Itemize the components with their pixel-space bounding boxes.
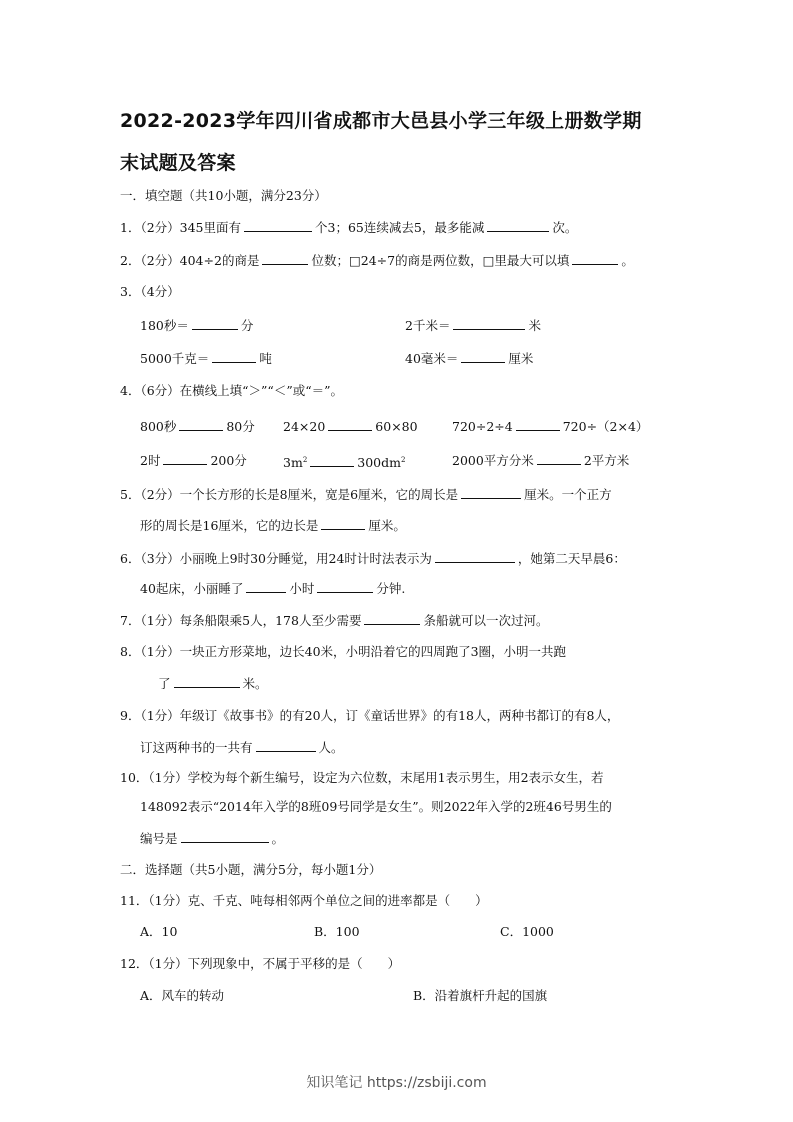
- q8-text-c: 米。: [242, 676, 268, 691]
- q3-r1-text-a: 180秒＝: [140, 318, 189, 333]
- q8-text-b: 了: [158, 676, 171, 691]
- question-10-line2: 148092表示“2014年入学的8班09号同学是女生”。则2022年入学的2班46号男生的: [140, 799, 612, 814]
- question-12-stem: 12．（1分）下列现象中，不属于平移的是（ ）: [120, 956, 401, 971]
- q3-r2-text-b: 吨: [259, 351, 272, 366]
- q3-blank-1[interactable]: [192, 317, 238, 330]
- q3-r2-text-d: 厘米: [508, 351, 534, 366]
- question-9-line2: [140, 739, 344, 756]
- page-title-line2: 末试题及答案: [120, 152, 236, 174]
- q4-b2: 60×80: [375, 419, 418, 434]
- q2-blank-1[interactable]: [262, 252, 308, 265]
- q6-text-b: ，她第二天早晨6：: [517, 551, 626, 566]
- q1-text-c: 次。: [552, 220, 578, 235]
- q4-blank-6[interactable]: [537, 452, 581, 465]
- q5-blank-1[interactable]: [461, 486, 521, 499]
- q4-row1-a: [140, 418, 255, 435]
- q4-e1: 3m: [283, 455, 303, 470]
- q4-row1-b: [283, 418, 418, 435]
- q4-blank-5[interactable]: [310, 454, 354, 467]
- q3-head: 3．（4分）: [120, 284, 180, 299]
- question-6-line1: [120, 550, 626, 567]
- q4-e2: 300dm: [357, 455, 401, 470]
- question-1: [120, 219, 577, 236]
- q8-blank-1[interactable]: [174, 675, 240, 688]
- q2-text-a: 2．（2分）404÷2的商是: [120, 253, 260, 268]
- q6-text-d: 小时: [289, 581, 315, 596]
- q4-f2: 2平方米: [583, 453, 630, 468]
- q2-text-c: 。: [621, 253, 634, 268]
- q4-d1: 2时: [140, 453, 161, 468]
- q12-option-b[interactable]: B．沿着旗杆升起的国旗: [413, 988, 548, 1003]
- q11-option-c[interactable]: C．1000: [500, 924, 554, 939]
- q4-d2: 200分: [210, 453, 247, 468]
- q10-text-d: 。: [271, 831, 285, 846]
- q4-b1: 24×20: [283, 419, 326, 434]
- q4-f1: 2000平方分米: [452, 453, 534, 468]
- question-11-stem: 11．（1分）克、千克、吨每相邻两个单位之间的进率都是（ ）: [120, 893, 488, 908]
- q4-a1: 800秒: [140, 419, 177, 434]
- question-2: [120, 252, 634, 269]
- q3-r1-text-d: 米: [528, 318, 541, 333]
- page-title-line1: 2022-2023学年四川省成都市大邑县小学三年级上册数学期: [120, 110, 642, 132]
- q9-text-c: 人。: [318, 740, 344, 755]
- q4-c2: 720÷（2×4）: [562, 419, 649, 434]
- q3-blank-2[interactable]: [453, 317, 525, 330]
- q2-blank-2[interactable]: [572, 252, 618, 265]
- question-5-line2: [140, 517, 406, 534]
- q11-option-b[interactable]: B．100: [314, 924, 360, 939]
- question-10-line1: 10．（1分）学校为每个新生编号，设定为六位数，末尾用1表示男生，用2表示女生，若: [120, 770, 604, 785]
- question-8-line1: 8．（1分）一块正方形菜地，边长40米，小明沿着它的四周跑了3圈，小明一共跑: [120, 644, 567, 659]
- q3-r1-text-b: 分: [240, 318, 254, 333]
- q3-row1-right: [405, 317, 541, 334]
- q3-r2-text-c: 40毫米＝: [405, 351, 459, 366]
- q5-text-b: 厘米。一个正方: [524, 487, 612, 502]
- question-9-line1: 9．（1分）年级订《故事书》的有20人，订《童话世界》的有18人，两种书都订的有8人，: [120, 708, 620, 723]
- question-7: [120, 612, 548, 629]
- q4-e2-superscript: 2: [401, 456, 406, 464]
- question-8-line2: [158, 675, 268, 692]
- q4-blank-1[interactable]: [179, 418, 223, 431]
- q5-text-c: 形的周长是16厘米，它的边长是: [140, 518, 319, 533]
- q4-blank-2[interactable]: [328, 418, 372, 431]
- q4-c1: 720÷2÷4: [452, 419, 513, 434]
- q7-blank-1[interactable]: [364, 612, 420, 625]
- q3-r2-text-a: 5000千克＝: [140, 351, 210, 366]
- q4-head: 4．（6分）在横线上填“＞”“＜”或“＝”。: [120, 383, 343, 398]
- q4-blank-4[interactable]: [163, 452, 207, 465]
- q4-row1-c: [452, 418, 648, 435]
- q5-text-d: 厘米。: [368, 518, 406, 533]
- section2-heading: 二．选择题（共5小题，满分5分，每小题1分）: [120, 862, 382, 877]
- q4-row2-d: [140, 452, 247, 469]
- q10-blank-1[interactable]: [181, 830, 269, 843]
- q4-a2: 80分: [226, 419, 255, 434]
- q9-blank-1[interactable]: [256, 739, 316, 752]
- q6-blank-1[interactable]: [435, 550, 515, 563]
- q3-blank-4[interactable]: [461, 350, 505, 363]
- question-5-line1: [120, 486, 612, 503]
- q12-option-a[interactable]: A．风车的转动: [140, 988, 225, 1003]
- section1-heading: 一．填空题（共10小题，满分23分）: [120, 188, 327, 203]
- question-10-line3: [140, 830, 284, 847]
- q6-text-e: 分钟.: [376, 581, 406, 596]
- q3-row1-left: [140, 317, 253, 334]
- q1-blank-2[interactable]: [487, 219, 549, 232]
- q6-blank-3[interactable]: [317, 580, 373, 593]
- q4-row2-e: [283, 452, 405, 471]
- q3-row2-left: [140, 350, 272, 367]
- q7-text-b: 条船就可以一次过河。: [423, 613, 549, 628]
- q9-text-b: 订这两种书的一共有: [140, 740, 253, 755]
- q1-text-b: 个3；65连续减去5，最多能减: [315, 220, 485, 235]
- question-6-line2: [140, 580, 405, 597]
- q10-text-c: 编号是: [140, 831, 178, 846]
- q2-text-b: 位数；□24÷7的商是两位数，□里最大可以填: [311, 253, 570, 268]
- q5-text-a: 5．（2分）一个长方形的长是8厘米，宽是6厘米，它的周长是: [120, 487, 459, 502]
- q6-text-a: 6．（3分）小丽晚上9时30分睡觉，用24时计时法表示为: [120, 551, 432, 566]
- q4-blank-3[interactable]: [516, 418, 560, 431]
- q3-row2-right: [405, 350, 533, 367]
- q4-row2-f: [452, 452, 629, 469]
- q11-option-a[interactable]: A．10: [140, 924, 178, 939]
- q3-blank-3[interactable]: [212, 350, 256, 363]
- q3-r1-text-c: 2千米＝: [405, 318, 451, 333]
- footer-watermark: 知识笔记 https://zsbiji.com: [306, 1075, 487, 1091]
- q1-blank-1[interactable]: [244, 219, 312, 232]
- q6-blank-2[interactable]: [246, 580, 286, 593]
- q1-text-a: 1．（2分）345里面有: [120, 220, 242, 235]
- q6-text-c: 40起床，小丽睡了: [140, 581, 244, 596]
- q5-blank-2[interactable]: [321, 517, 365, 530]
- q4-e1-superscript: 2: [302, 456, 308, 464]
- q7-text-a: 7．（1分）每条船限乘5人，178人至少需要: [120, 613, 362, 628]
